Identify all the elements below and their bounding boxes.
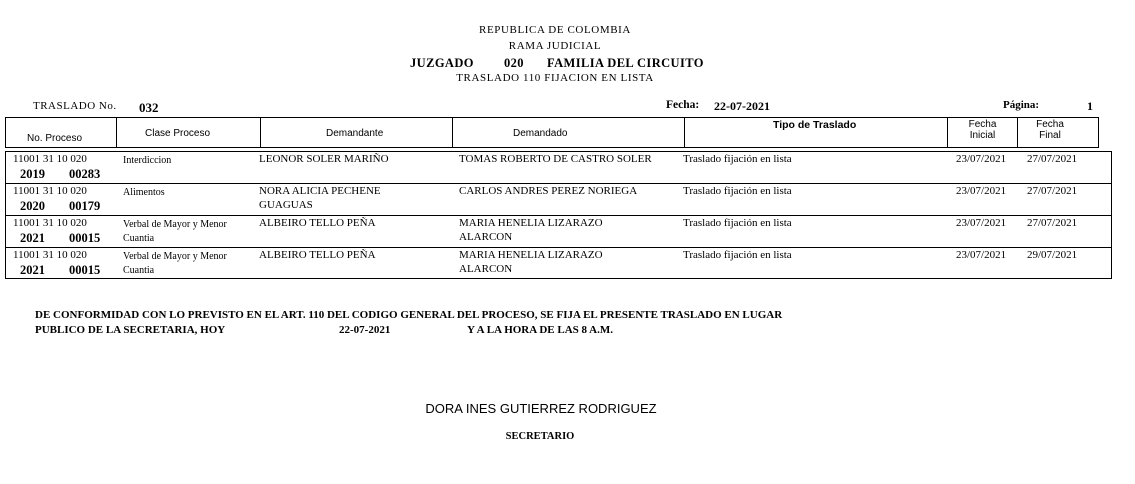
col-fecha-final-line2: Final	[1039, 130, 1061, 141]
row-demandante: ALBEIRO TELLO PEÑA	[259, 249, 376, 261]
footer-statement-line2: PUBLICO DE LA SECRETARIA, HOY	[35, 324, 226, 336]
row-year: 2019	[20, 167, 45, 181]
table-row	[5, 151, 1112, 184]
col-no-proceso	[5, 117, 117, 148]
col-demandado	[452, 117, 685, 148]
pagina-value: 1	[1087, 99, 1093, 113]
col-demandado-label: Demandado	[513, 128, 568, 139]
row-demandado: MARIA HENELIA LIZARAZO	[459, 217, 603, 229]
header-juzgado-name: FAMILIA DEL CIRCUITO	[547, 56, 704, 70]
row-year: 2021	[20, 231, 45, 245]
table-row	[5, 247, 1112, 279]
row-code: 11001 31 10 020	[13, 249, 87, 261]
row-fecha-inicial: 23/07/2021	[956, 217, 1007, 229]
header-juzgado-number: 020	[504, 56, 524, 70]
row-year: 2020	[20, 199, 45, 213]
row-demandante: NORA ALICIA PECHENE	[259, 185, 381, 197]
header-line-rama: RAMA JUDICIAL	[508, 40, 602, 52]
col-fecha-final-label	[1018, 119, 1082, 141]
row-number: 00015	[69, 263, 101, 277]
row-code: 11001 31 10 020	[13, 217, 87, 229]
col-fecha-inicial-line1: Fecha	[968, 119, 997, 130]
header-line-traslado: TRASLADO 110 FIJACION EN LISTA	[456, 72, 654, 84]
col-fecha-inicial	[947, 117, 1018, 148]
row-tipo: Traslado fijación en lista	[683, 185, 792, 197]
row-demandante: LEONOR SOLER MARIÑO	[259, 153, 389, 165]
col-no-proceso-label: No. Proceso	[27, 133, 83, 144]
row-tipo: Traslado fijación en lista	[683, 153, 792, 165]
row-fecha-final: 27/07/2021	[1027, 153, 1078, 165]
row-clase: Interdiccion	[123, 155, 172, 166]
col-tipo-traslado-label: Tipo de Traslado	[773, 119, 857, 131]
table-row	[5, 183, 1112, 216]
col-demandante-label: Demandante	[326, 128, 384, 139]
table-row	[5, 215, 1112, 248]
row-number: 00015	[69, 231, 101, 245]
row-fecha-final: 27/07/2021	[1027, 185, 1078, 197]
row-clase: Verbal de Mayor y Menor	[123, 219, 227, 230]
row-demandado-line2: ALARCON	[459, 231, 513, 243]
row-demandante-line2: GUAGUAS	[259, 199, 313, 211]
row-clase: Verbal de Mayor y Menor	[123, 251, 227, 262]
traslado-label: TRASLADO No.	[33, 100, 117, 112]
col-fecha-final-line1: Fecha	[1036, 119, 1064, 130]
row-tipo: Traslado fijación en lista	[683, 249, 792, 261]
footer-hour: Y A LA HORA DE LAS 8 A.M.	[467, 324, 613, 336]
row-clase-line2: Cuantia	[123, 233, 155, 244]
pagina-label: Página:	[1003, 99, 1040, 111]
col-fecha-final	[1017, 117, 1099, 148]
row-number: 00179	[69, 199, 101, 213]
fecha-value: 22-07-2021	[714, 99, 770, 113]
row-demandante: ALBEIRO TELLO PEÑA	[259, 217, 376, 229]
row-tipo: Traslado fijación en lista	[683, 217, 792, 229]
col-tipo-traslado	[684, 117, 948, 148]
row-fecha-final: 29/07/2021	[1027, 249, 1078, 261]
row-fecha-final: 27/07/2021	[1027, 217, 1078, 229]
row-clase: Alimentos	[123, 187, 165, 198]
row-demandado-line2: ALARCON	[459, 263, 513, 275]
traslado-number: 032	[139, 100, 159, 115]
col-clase-proceso	[116, 117, 261, 148]
row-year: 2021	[20, 263, 45, 277]
row-code: 11001 31 10 020	[13, 153, 87, 165]
col-clase-proceso-label: Clase Proceso	[145, 128, 211, 139]
row-demandado: MARIA HENELIA LIZARAZO	[459, 249, 603, 261]
row-code: 11001 31 10 020	[13, 185, 87, 197]
row-number: 00283	[69, 167, 101, 181]
col-demandante	[260, 117, 453, 148]
row-demandado: CARLOS ANDRES PEREZ NORIEGA	[459, 185, 638, 197]
header-juzgado-label: JUZGADO	[410, 56, 474, 70]
row-fecha-inicial: 23/07/2021	[956, 153, 1007, 165]
row-fecha-inicial: 23/07/2021	[956, 249, 1007, 261]
col-fecha-inicial-label	[948, 119, 1017, 141]
col-fecha-inicial-line2: Inicial	[969, 130, 996, 141]
row-clase-line2: Cuantia	[123, 265, 155, 276]
header-line-republica: REPUBLICA DE COLOMBIA	[479, 24, 631, 36]
signer-name: DORA INES GUTIERREZ RODRIGUEZ	[425, 401, 657, 416]
row-fecha-inicial: 23/07/2021	[956, 185, 1007, 197]
row-demandado: TOMAS ROBERTO DE CASTRO SOLER	[459, 153, 652, 165]
footer-statement-line1: DE CONFORMIDAD CON LO PREVISTO EN EL ART. 110 DEL CODIGO GENERAL DEL PROCESO, SE FIJA EL PRESENTE TRASLADO EN LUGAR	[35, 309, 783, 321]
fecha-label: Fecha:	[666, 99, 700, 111]
signer-role: SECRETARIO	[505, 431, 575, 442]
footer-date: 22-07-2021	[339, 324, 391, 336]
